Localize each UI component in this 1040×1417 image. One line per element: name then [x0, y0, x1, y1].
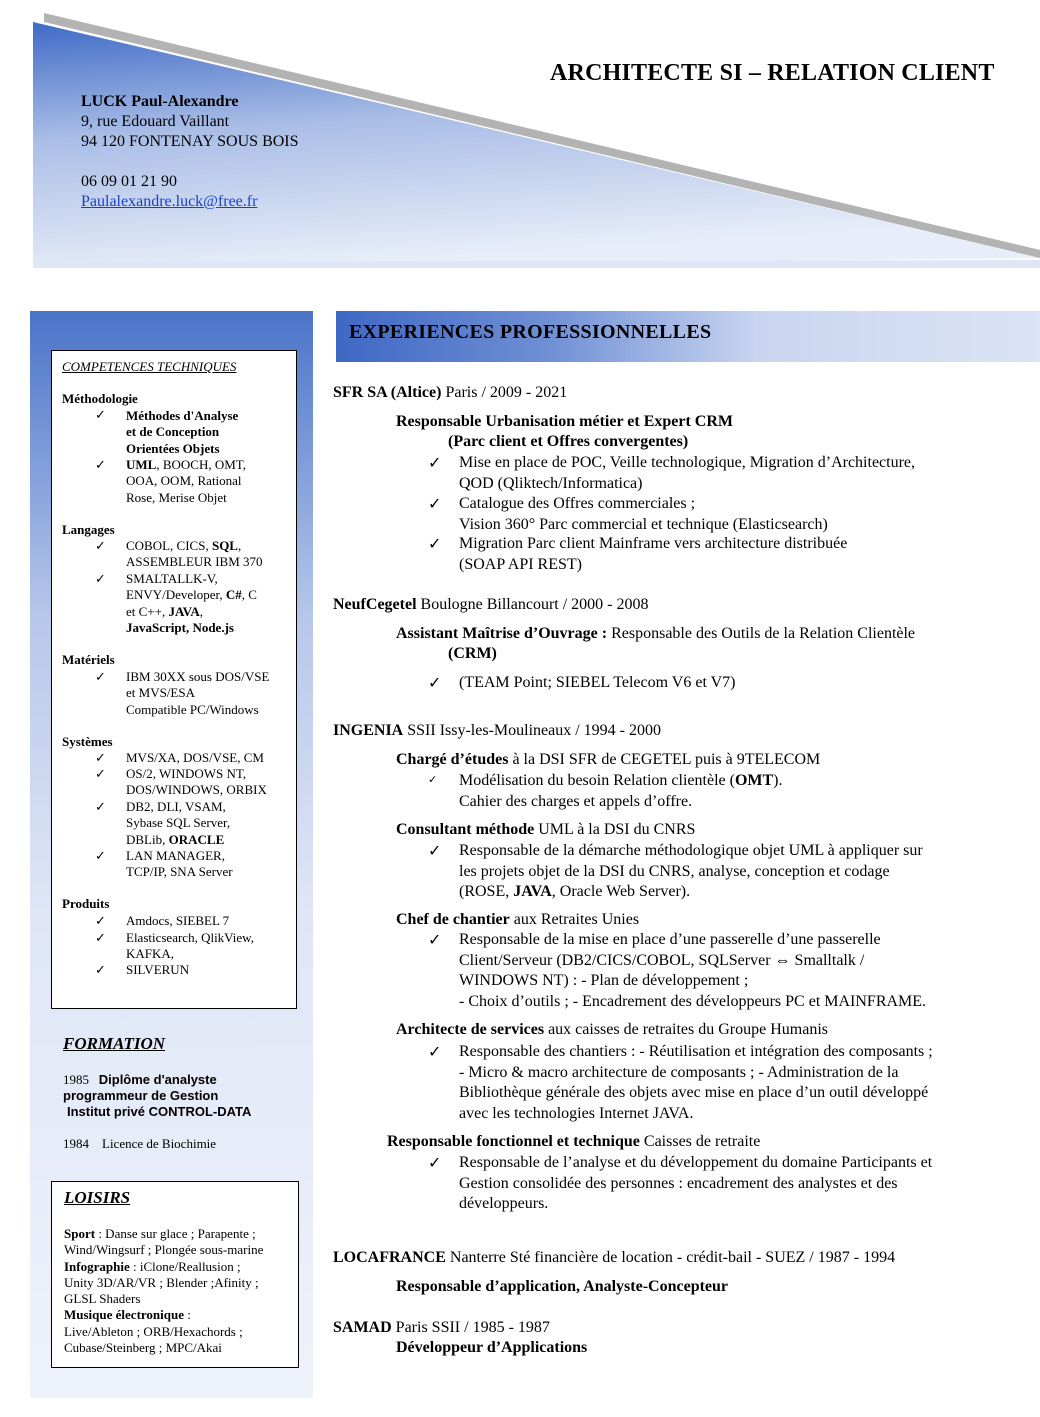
bullet: Responsable des chantiers : - Réutilisation et intégration des composants ; - Micro & macro architecture de composants ; - Administration de la Bibliothèque générale des objets avec mise en place d’un outil développé avec les technologies Internet JAVA.: [459, 1043, 933, 1122]
bullet: Catalogue des Offres commerciales ; Vision 360° Parc commercial et technique (Elasticsearch): [459, 495, 828, 533]
address-line-2: 94 120 FONTENAY SOUS BOIS: [81, 133, 299, 150]
role-title: Consultant méthode UML à la DSI du CNRS: [396, 821, 696, 838]
phone: 06 09 01 21 90: [81, 173, 177, 190]
person-name: LUCK Paul-Alexandre: [81, 93, 239, 110]
check-icon: ✓: [428, 496, 442, 513]
category-hardware: Matériels: [62, 652, 115, 667]
category-methodology: Méthodologie: [62, 391, 138, 406]
category-systems: Systèmes: [62, 734, 113, 749]
experience-heading: EXPERIENCES PROFESSIONNELLES: [349, 321, 712, 343]
check-icon: ✓: [428, 455, 442, 472]
skill-item: COBOL, CICS, SQL, ASSEMBLEUR IBM 370: [126, 538, 263, 570]
bullet: Modélisation du besoin Relation clientèle (OMT). Cahier des charges et appels d’offre.: [459, 772, 783, 810]
job-ingenia: INGENIA SSII Issy-les-Moulineaux / 1994 - 2000: [333, 722, 661, 739]
skill-item: OS/2, WINDOWS NT, DOS/WINDOWS, ORBIX: [126, 766, 267, 798]
job-neufcegetel: NeufCegetel Boulogne Billancourt / 2000 - 2008: [333, 596, 649, 613]
check-icon: ✓: [95, 848, 106, 863]
check-icon: ✓: [95, 407, 106, 422]
check-icon: ✓: [95, 750, 106, 765]
check-icon: ✓: [428, 843, 442, 860]
hobbies-list: Sport : Danse sur glace ; Parapente ; Wind/Wingsurf ; Plongée sous-marine Infographie : iClone/Reallusion ; Unity 3D/AR/VR ; Blender ;Afinity ; GLSL Shaders Musique électronique : Live/Ableton ; ORB/Hexachords ; Cubase/Steinberg ; MPC/Akai: [64, 1226, 264, 1356]
skill-item: Elasticsearch, QlikView, KAFKA,: [126, 930, 254, 962]
check-icon: ✓: [95, 930, 106, 945]
check-icon: ✓: [95, 766, 106, 781]
formation-heading: FORMATION: [63, 1034, 166, 1053]
formation-block: 1985 Diplôme d'analyste programmeur de Gestion Institut privé CONTROL-DATA 1984 Licence de Biochimie: [63, 1072, 252, 1151]
skill-item: IBM 30XX sous DOS/VSE et MVS/ESA Compatible PC/Windows: [126, 669, 270, 717]
check-icon: ✓: [95, 962, 106, 977]
check-icon: ✓: [95, 669, 106, 684]
check-icon: ✓: [428, 932, 442, 949]
skill-item: SILVERUN: [126, 962, 190, 977]
job-locafrance: LOCAFRANCE Nanterre Sté financière de location - crédit-bail - SUEZ / 1987 - 1994: [333, 1249, 896, 1266]
skill-item: DB2, DLI, VSAM, Sybase SQL Server, DBLib, ORACLE: [126, 799, 231, 847]
bullet: Responsable de l’analyse et du développement du domaine Participants et Gestion consolidée des personnes : encadrement des analystes et des développeurs.: [459, 1154, 933, 1212]
job-sfr: SFR SA (Altice) Paris / 2009 - 2021: [333, 384, 568, 401]
bullet: Responsable de la mise en place d’une passerelle d’une passerelle Client/Serveur (DB2/CICS/COBOL, SQLServer ⇔ Smalltalk / WINDOWS NT) : - Plan de développement ; - Choix d’outils ; - Encadrement des développeurs PC et MAINFRAME.: [459, 931, 927, 1010]
skill-item: UML, BOOCH, OMT, OOA, OOM, Rational Rose, Merise Objet: [126, 457, 247, 505]
role-title: Responsable d’application, Analyste-Concepteur: [396, 1278, 729, 1295]
check-icon: ✓: [95, 457, 106, 472]
tech-skills-box: [51, 350, 297, 1009]
skill-item: Méthodes d'Analyse et de Conception Orientées Objets: [126, 408, 239, 456]
check-icon: ✓: [95, 799, 106, 814]
skill-item: LAN MANAGER, TCP/IP, SNA Server: [126, 848, 233, 880]
role-subtitle: (CRM): [448, 645, 497, 662]
job-samad: SAMAD Paris SSII / 1985 - 1987: [333, 1319, 550, 1336]
skill-item: Amdocs, SIEBEL 7: [126, 913, 230, 928]
skill-item: SMALTALLK-V, ENVY/Developer, C#, C et C++, JAVA, JavaScript, Node.js: [126, 571, 257, 635]
check-icon: ✓: [428, 675, 442, 692]
check-icon: ✓: [95, 538, 106, 553]
skill-item: MVS/XA, DOS/VSE, CM: [126, 750, 264, 765]
check-icon: ✓: [95, 571, 106, 586]
check-icon: ✓: [428, 1044, 442, 1061]
role-title: Chef de chantier aux Retraites Unies: [396, 911, 640, 928]
role-title: Responsable fonctionnel et technique Caisses de retraite: [387, 1133, 761, 1150]
role-title: Assistant Maîtrise d’Ouvrage : Responsable des Outils de la Relation Clientèle: [396, 625, 916, 642]
role-title: Architecte de services aux caisses de retraites du Groupe Humanis: [396, 1021, 828, 1038]
check-icon: ✓: [95, 913, 106, 928]
address-line-1: 9, rue Edouard Vaillant: [81, 113, 230, 130]
bullet: Responsable de la démarche méthodologique objet UML à appliquer sur les projets objet de la DSI du CNRS, analyse, conception et codage (ROSE, JAVA, Oracle Web Server).: [459, 842, 923, 900]
role-title: Chargé d’études à la DSI SFR de CEGETEL puis à 9TELECOM: [396, 751, 821, 768]
email-link[interactable]: Paulalexandre.luck@free.fr: [81, 193, 258, 210]
category-products: Produits: [62, 896, 110, 911]
role-title: Développeur d’Applications: [396, 1339, 588, 1356]
check-icon: ✓: [428, 1155, 442, 1172]
role-subtitle: (Parc client et Offres convergentes): [448, 433, 689, 450]
hobbies-heading: LOISIRS: [64, 1188, 131, 1207]
category-languages: Langages: [62, 522, 115, 537]
experience-banner: [336, 311, 1040, 362]
hobbies-box: [51, 1181, 299, 1368]
bullet: Mise en place de POC, Veille technologique, Migration d’Architecture, QOD (Qliktech/Informatica): [459, 454, 916, 492]
page-title: ARCHITECTE SI – RELATION CLIENT: [550, 60, 995, 86]
role-title: Responsable Urbanisation métier et Expert CRM: [396, 413, 734, 430]
check-icon: ✓: [428, 536, 442, 553]
check-icon: ✓: [428, 774, 438, 786]
tech-skills-heading: COMPETENCES TECHNIQUES: [62, 359, 237, 374]
contact-block: [81, 92, 299, 212]
bullet: (TEAM Point; SIEBEL Telecom V6 et V7): [459, 674, 736, 691]
bullet: Migration Parc client Mainframe vers architecture distribuée (SOAP API REST): [459, 535, 848, 573]
